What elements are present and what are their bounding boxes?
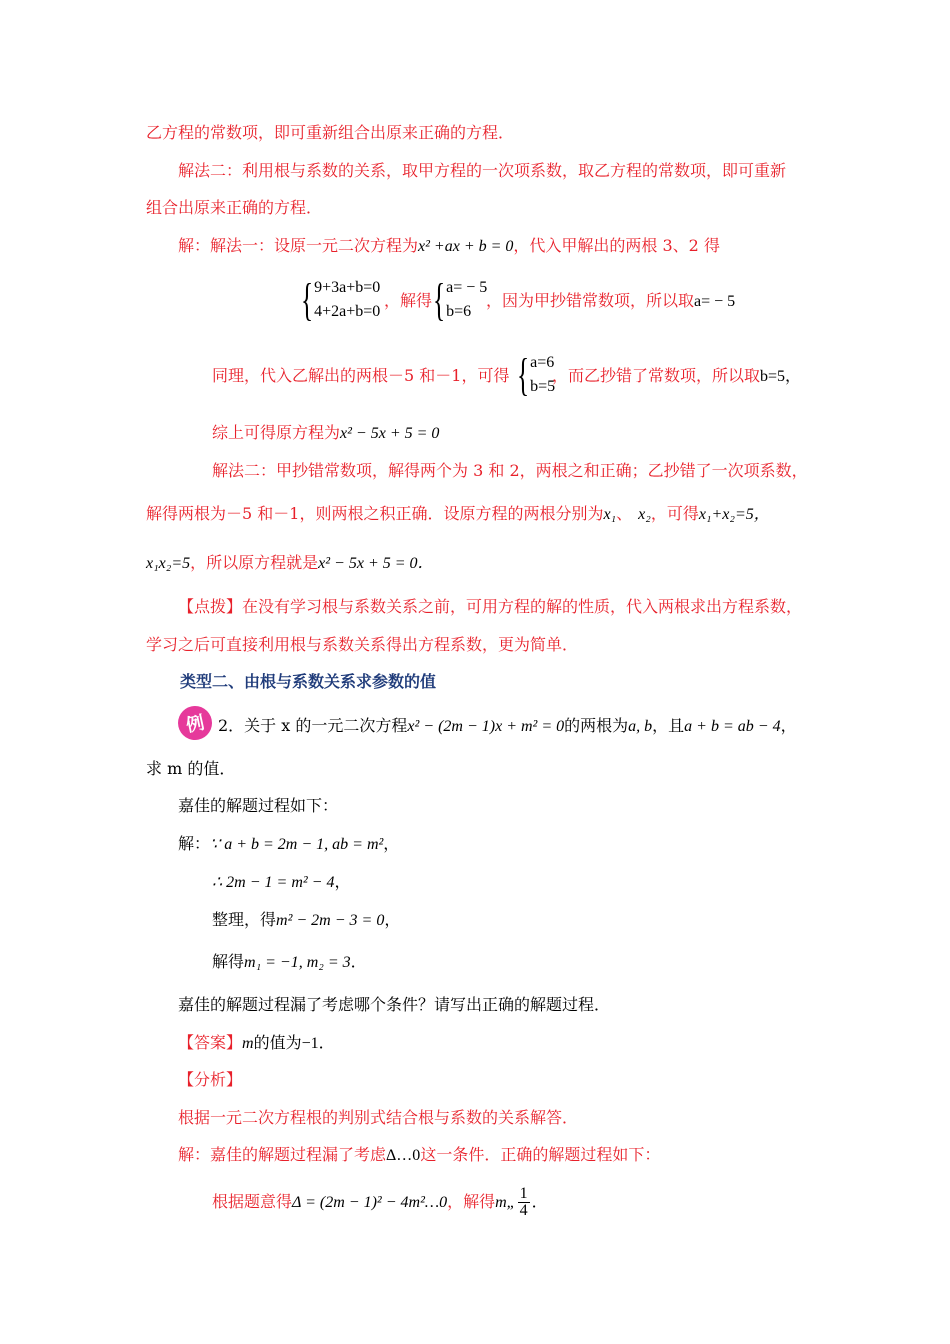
- equation: x² +ax + b = 0: [418, 238, 514, 255]
- text: 解法二：甲抄错常数项，解得两个为 3 和 2，两根之和正确；乙抄错了一次项系数，: [212, 461, 808, 480]
- equation: ∴ 2m − 1 = m² − 4: [212, 874, 335, 891]
- text-line: [178, 1144, 660, 1167]
- text-line: [178, 160, 786, 182]
- text-line: [218, 715, 797, 738]
- text: ，且: [652, 716, 685, 735]
- equation: m² − 2m − 3 = 0: [276, 912, 385, 929]
- badge-text: 例: [184, 712, 207, 737]
- answer-label: 【答案】: [178, 1033, 243, 1052]
- equation-system-3: [512, 351, 555, 399]
- text: ，所以原方程就是: [190, 553, 319, 572]
- equation: x₁+x₂=5，: [698, 506, 770, 523]
- equation: x² − (2m − 1)x + m² = 0: [407, 718, 565, 735]
- text-line: [178, 235, 720, 258]
- text-line: [212, 871, 351, 894]
- equation: a= − 5: [694, 293, 736, 310]
- text: 嘉佳的解题过程如下：: [178, 796, 339, 815]
- equation: x₁x₂=5: [146, 555, 191, 572]
- equation: x² − 5x + 5 = 0: [340, 425, 440, 442]
- text: 解得: [212, 952, 245, 971]
- text-line: [178, 1107, 578, 1129]
- text: ，解得: [447, 1192, 496, 1211]
- text: ，代入甲解出的两根 3、2 得: [513, 236, 720, 255]
- variable: a, b: [628, 718, 653, 735]
- text: ．: [350, 952, 367, 971]
- text: ．: [531, 1192, 548, 1211]
- text: ，因为甲抄错常数项，所以取: [486, 291, 695, 310]
- text-line: [486, 290, 735, 313]
- text-line: [212, 1186, 548, 1219]
- text-line: [146, 634, 578, 656]
- equation: Δ = (2m − 1)² − 4m²…0: [292, 1194, 448, 1211]
- text: 解：解法一：设原一元二次方程为: [178, 236, 419, 255]
- equation: a=6: [530, 354, 555, 371]
- text: 、: [616, 504, 633, 523]
- variable: x₂: [638, 506, 651, 523]
- text: 求 m 的值．: [146, 759, 236, 778]
- text-line: [212, 422, 439, 445]
- text-line: [146, 122, 514, 144]
- text: 【分析】: [178, 1070, 243, 1089]
- text: 的值为: [253, 1033, 302, 1052]
- text: ，而乙抄错了常数项，所以取: [552, 366, 761, 385]
- equation-system-1: [296, 276, 380, 324]
- text: 这一条件．正确的解题过程如下：: [420, 1145, 661, 1164]
- text: 解：嘉佳的解题过程漏了考虑: [178, 1145, 387, 1164]
- variable: m„: [495, 1194, 516, 1211]
- text-line: [212, 909, 400, 932]
- equation: m₁ = −1, m₂ = 3: [244, 954, 351, 971]
- text: 的两根为: [564, 716, 629, 735]
- text: ，: [384, 910, 401, 929]
- text-line: [146, 197, 322, 219]
- text: ，: [383, 834, 400, 853]
- fraction-numerator: 1: [519, 1185, 528, 1202]
- variable: m: [242, 1035, 254, 1052]
- equation: a + b = ab − 4: [684, 718, 781, 735]
- text: ，可得: [650, 504, 699, 523]
- fraction-denominator: 4: [519, 1202, 528, 1219]
- text: ，: [780, 716, 797, 735]
- brace-icon: {: [432, 274, 446, 325]
- equation: Δ…0: [386, 1147, 421, 1164]
- text-line: [146, 503, 770, 526]
- variable: x₁: [603, 506, 617, 523]
- text-line: [552, 365, 801, 388]
- equation: x² − 5x + 5 = 0．: [318, 555, 434, 572]
- section-heading: 类型二、由根与系数关系求参数的值: [180, 672, 437, 691]
- equation: ∵ a + b = 2m − 1, ab = m²: [210, 836, 384, 853]
- text: 同理，代入乙解出的两根－5 和－1，可得: [212, 366, 510, 385]
- text: 解：: [178, 834, 211, 853]
- text: 【点拨】在没有学习根与系数关系之前，可用方程的解的性质，代入两根求出方程系数，: [178, 597, 803, 616]
- text-line: [178, 994, 610, 1016]
- text-line: [212, 365, 509, 387]
- answer-line: [178, 1032, 335, 1055]
- text-line: [178, 833, 399, 856]
- equation: b=6: [446, 303, 472, 320]
- text: 根据题意得: [212, 1192, 293, 1211]
- fraction: [518, 1186, 530, 1219]
- text-line: [384, 290, 432, 312]
- equation-system-2: [428, 276, 487, 324]
- equation: a= − 5: [446, 279, 488, 296]
- equation: 4+2a+b=0: [314, 303, 381, 320]
- brace-icon: {: [300, 274, 314, 325]
- text: 整理，得: [212, 910, 277, 929]
- text: 学习之后可直接利用根与系数关系得出方程系数，更为简单．: [146, 635, 579, 654]
- equation: b=5，: [760, 368, 802, 385]
- text-line: [178, 795, 338, 817]
- text: 嘉佳的解题过程漏了考虑哪个条件？请写出正确的解题过程．: [178, 995, 611, 1014]
- text: 综上可得原方程为: [212, 423, 341, 442]
- equation: 9+3a+b=0: [314, 279, 381, 296]
- text-line: [212, 460, 808, 482]
- text-line: [178, 596, 802, 618]
- text: 2．关于 x 的一元二次方程: [218, 716, 408, 735]
- text: 根据一元二次方程根的判别式结合根与系数的关系解答．: [178, 1108, 579, 1127]
- text: 组合出原来正确的方程．: [146, 198, 323, 217]
- text: ，解得: [384, 291, 433, 310]
- text-line: [212, 951, 367, 974]
- text: 解得两根为－5 和－1，则两根之积正确．设原方程的两根分别为: [146, 504, 604, 523]
- text-line: [146, 758, 235, 780]
- brace-icon: {: [516, 349, 530, 400]
- text: 乙方程的常数项，即可重新组合出原来正确的方程．: [146, 123, 515, 142]
- equation: −1．: [301, 1035, 335, 1052]
- analysis-label: [178, 1069, 242, 1091]
- text: ，: [334, 872, 351, 891]
- example-badge-icon: [175, 703, 215, 743]
- text: 解法二：利用根与系数的关系，取甲方程的一次项系数，取乙方程的常数项，即可重新: [178, 161, 787, 180]
- text-line: [146, 552, 434, 575]
- equation: b=5: [530, 378, 556, 395]
